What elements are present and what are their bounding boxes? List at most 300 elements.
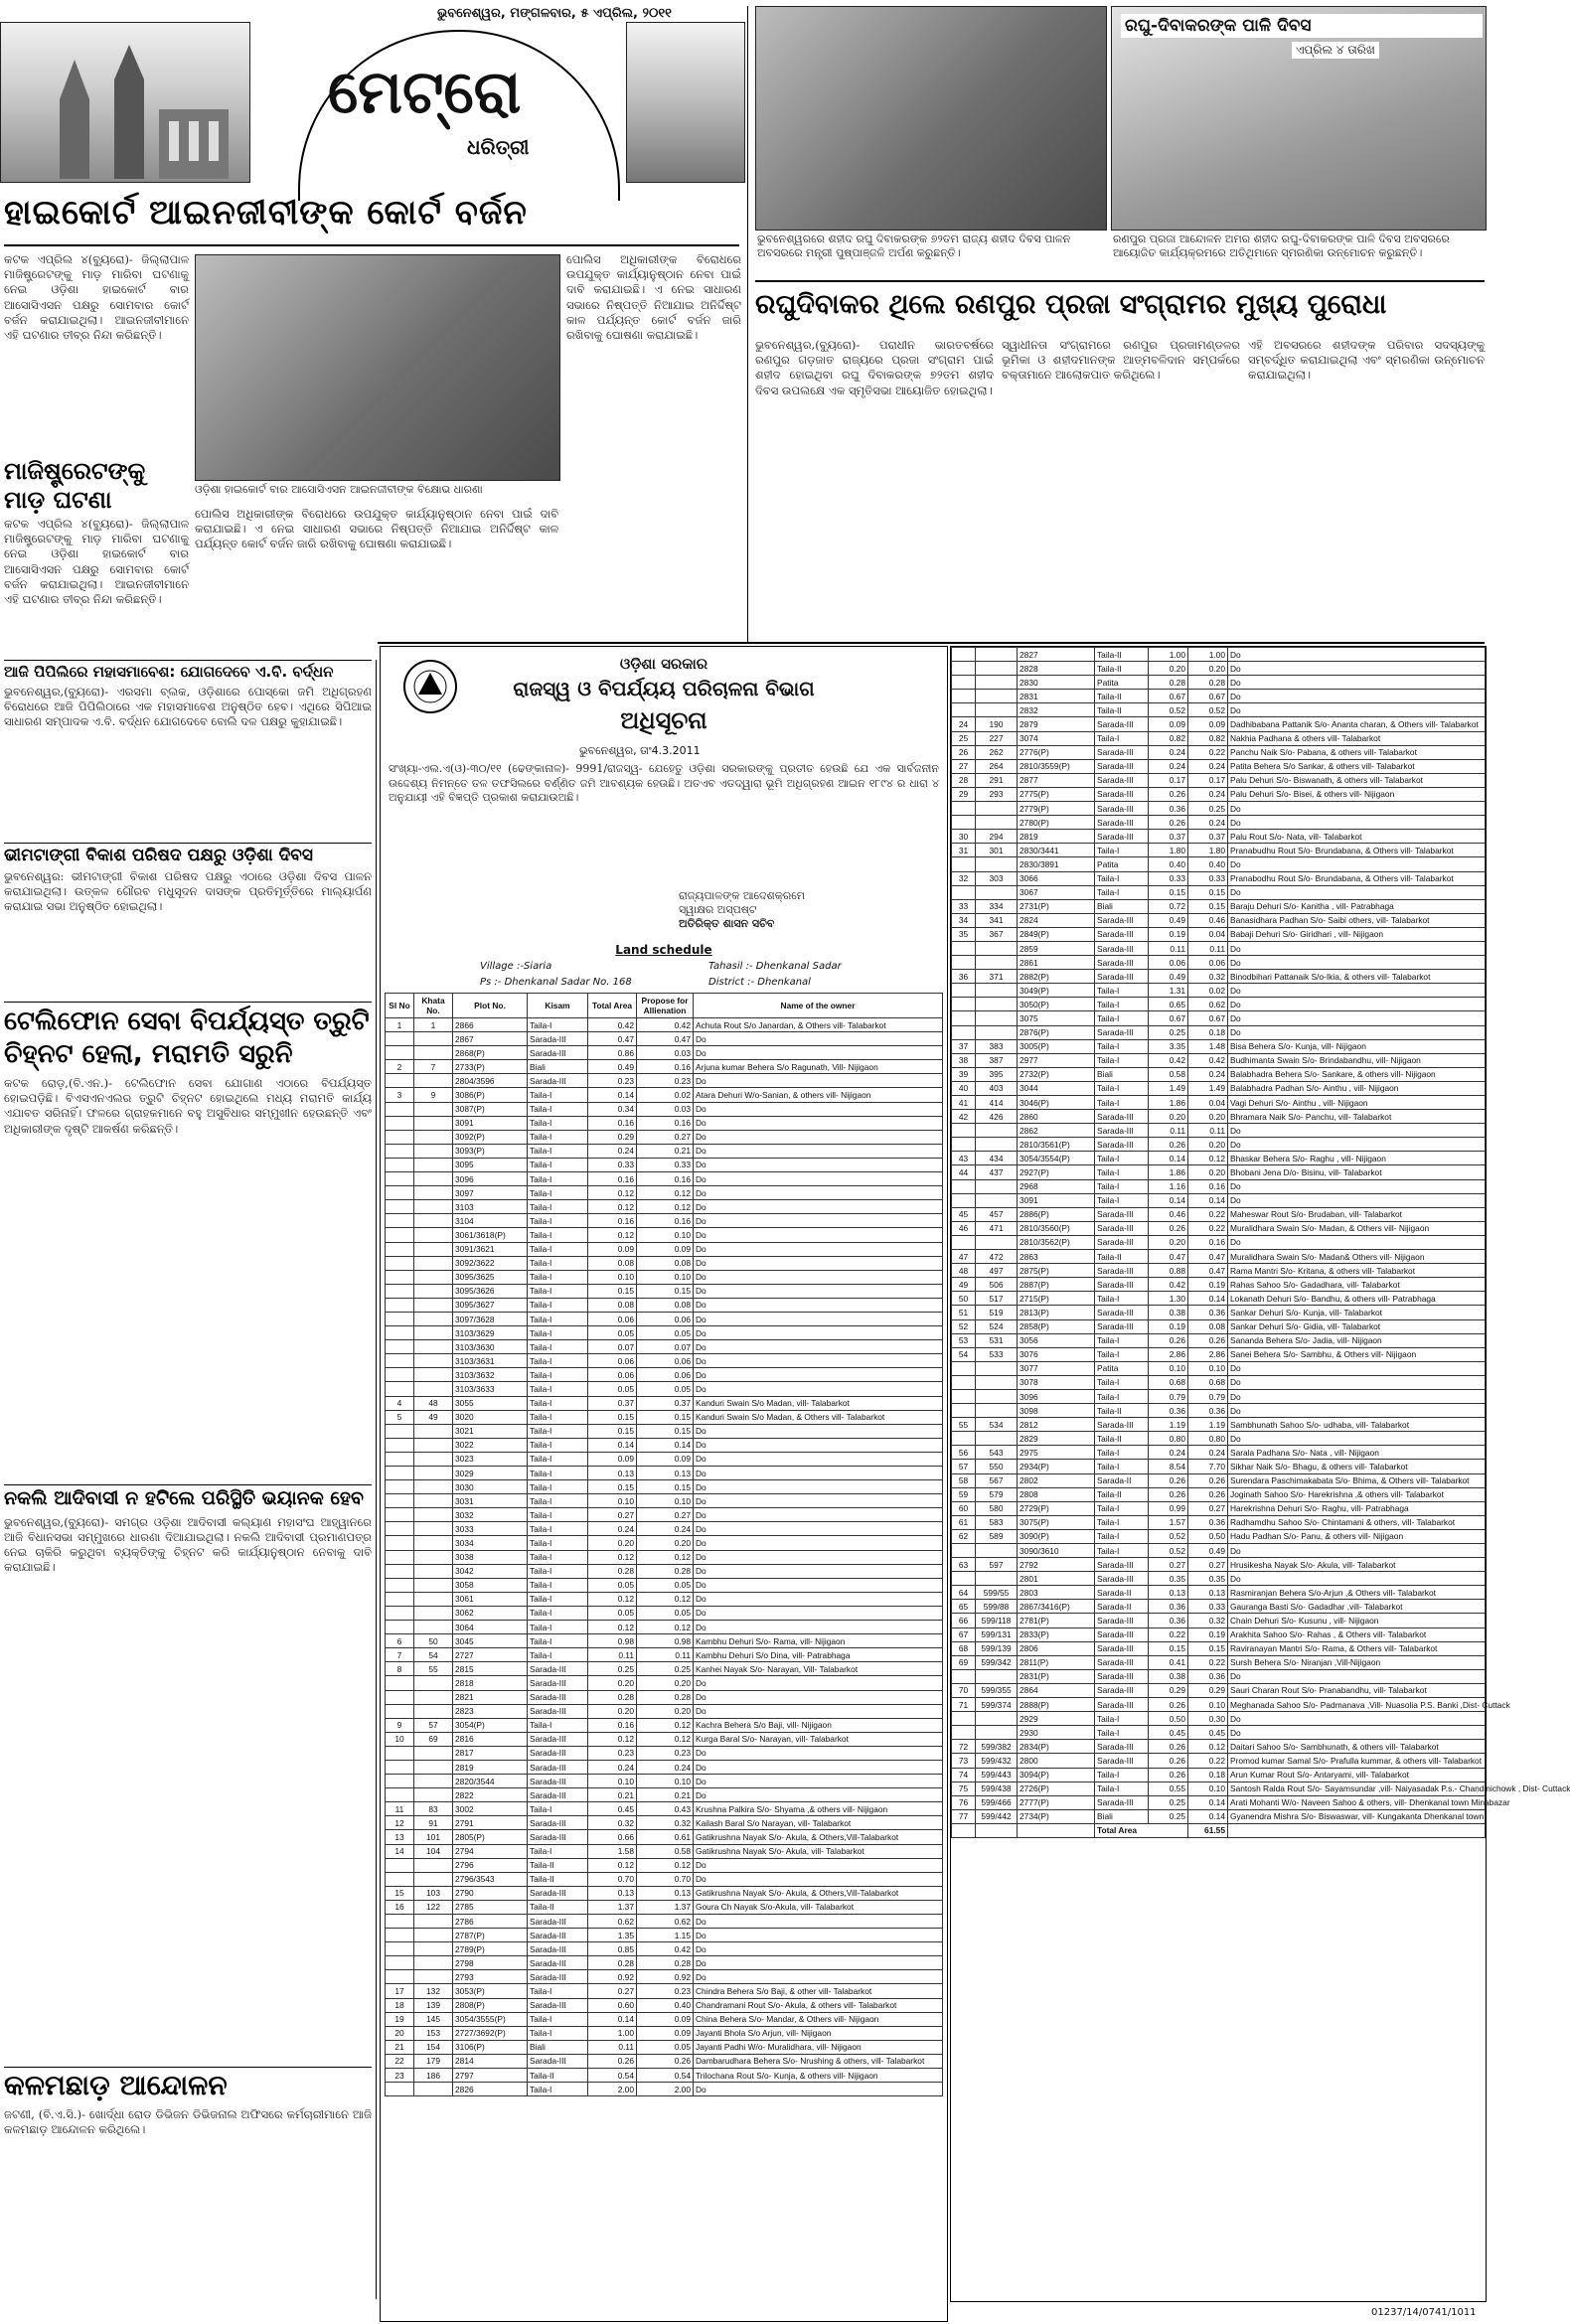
table-cell (414, 1621, 453, 1634)
table-cell (952, 1544, 976, 1558)
table-cell: Do (694, 1144, 943, 1158)
table-cell: 2813(P) (1018, 1306, 1095, 1319)
building-photo (626, 22, 745, 183)
table-cell: 2805(P) (453, 1830, 528, 1844)
table-cell: 0.27 (637, 1130, 694, 1144)
table-cell (414, 1046, 453, 1060)
table-cell: Taila-I (1095, 1529, 1149, 1543)
table-cell: Trilochana Rout S/o- Kunja, & others vill- Nijigaon (694, 2069, 943, 2083)
table-cell: 0.05 (637, 1606, 694, 1620)
table-cell: 0.62 (637, 1915, 694, 1929)
schedule-ps: Ps :- Dhenkanal Sadar No. 168 (480, 977, 632, 988)
table-cell: 49 (952, 1278, 976, 1292)
col-header: Propose for Allienation (637, 994, 694, 1018)
table-cell: Taila-I (528, 1648, 588, 1662)
table-cell: Sarada-III (528, 1074, 588, 1088)
story-body: ଭୁବନେଶ୍ୱର,(ବ୍ୟୁରୋ)- ଏରସମା ବ୍ଲକ, ଓଡ଼ିଶାରେ ପୋସ୍କୋ ଜମି ଅଧିଗ୍ରହଣ ବିରୋଧରେ ଆଜି ପିପିଲିଠାରେ ଏକ ମହାସମାବେଶ ଅନୁଷ୍ଠିତ ହେବ। ଏଥିରେ ସିପିଆଇ ସାଧାରଣ ସମ୍ପାଦକ ଏ.ବି. ବର୍ଦ୍ଧନ ଯୋଗଦେବେ ବୋଲି ଦଳ ପକ୍ଷରୁ କୁହାଯାଇଛି। (4, 684, 372, 728)
table-row (386, 1270, 943, 1284)
table-cell: 0.26 (1188, 1473, 1228, 1487)
table-cell: Sarada-III (1095, 759, 1149, 773)
table-cell: Do (694, 1915, 943, 1929)
table-cell: 599/118 (976, 1614, 1018, 1627)
table-cell: Taila-I (1095, 1096, 1149, 1110)
table-cell: 0.68 (1188, 1375, 1228, 1389)
table-cell: 53 (952, 1333, 976, 1347)
table-row (952, 1389, 1486, 1403)
table-cell: 3106(P) (453, 2040, 528, 2054)
table-cell: 0.06 (1188, 956, 1228, 970)
table-row (386, 1116, 943, 1130)
table-cell: Taila-II (528, 2069, 588, 2083)
table-cell: Rama Mantri S/o- Kritana, & others vill- Talabarkot (1228, 1264, 1486, 1278)
table-row (952, 1473, 1486, 1487)
table-row (386, 1158, 943, 1171)
land-table-left (385, 993, 943, 2096)
table-cell: Taila-I (528, 1116, 588, 1130)
table-row (386, 1704, 943, 1718)
table-row (952, 731, 1486, 745)
table-cell (976, 1025, 1018, 1039)
table-cell: Do (1228, 1389, 1486, 1403)
table-cell (414, 1760, 453, 1774)
table-cell: Biali (1095, 1067, 1149, 1081)
table-row (952, 1795, 1486, 1809)
table-cell: 16 (386, 1900, 414, 1914)
table-cell: Sarada-III (1095, 1110, 1149, 1124)
lead-col1: କଟକ ଏପ୍ରିଲ ୪(ବ୍ୟୁରୋ)- ଜିଲ୍ଲାପାଳ ମାଜିଷ୍ଟ୍ରେଟଙ୍କୁ ମାଡ଼ ମାରିବା ଘଟଣାକୁ ନେଇ ଓଡ଼ିଶା ହାଇକୋର୍ଟ ବାର ଆସୋସିଏସନ ପକ୍ଷରୁ ସୋମବାର କୋର୍ଟ ବର୍ଜନ କରାଯାଇଥିଲା। ଆଇନଜୀବୀମାନେ ଏହି ଘଟଣାର ତୀବ୍ର ନିନ୍ଦା କରିଛନ୍ତି। (4, 252, 189, 342)
table-cell: Chindra Behera S/o Baji, & other vill- Talabarkot (694, 1984, 943, 1998)
table-cell: 3103/3631 (453, 1354, 528, 1368)
table-cell: Taila-I (1095, 1515, 1149, 1529)
table-row (952, 1655, 1486, 1669)
table-cell: 3092(P) (453, 1130, 528, 1144)
table-cell: 13 (386, 1830, 414, 1844)
table-cell: 0.17 (1149, 773, 1188, 787)
table-cell: 55 (952, 1418, 976, 1432)
table-cell: 2864 (1018, 1683, 1095, 1697)
table-cell: 10 (386, 1732, 414, 1746)
table-row (952, 1544, 1486, 1558)
table-cell: 0.20 (1149, 1235, 1188, 1249)
table-cell: 2866 (453, 1018, 528, 1032)
table-cell: Do (1228, 1726, 1486, 1740)
table-cell: 3090/3610 (1018, 1544, 1095, 1558)
table-cell (386, 1480, 414, 1494)
table-cell: Taila-I (1095, 1544, 1149, 1558)
table-cell (952, 1193, 976, 1207)
table-cell: Taila-I (528, 1186, 588, 1200)
table-cell: Sarada-III (528, 1886, 588, 1900)
table-cell (976, 802, 1018, 816)
table-row (952, 1768, 1486, 1782)
release-photo (1111, 6, 1487, 231)
table-cell: 0.06 (588, 1354, 637, 1368)
table-cell: Do (694, 1467, 943, 1480)
table-row (952, 662, 1486, 676)
table-cell: 2830 (1018, 676, 1095, 690)
table-cell: 2804/3596 (453, 1074, 528, 1088)
table-cell: 0.12 (637, 1186, 694, 1200)
table-cell: 132 (414, 1984, 453, 1998)
table-cell: 2977 (1018, 1053, 1095, 1067)
table-cell: 2882(P) (1018, 970, 1095, 984)
table-cell (386, 1915, 414, 1929)
table-cell: Gauranga Basti S/o- Gadadhar ,vill- Talabarkot (1228, 1600, 1486, 1614)
table-cell: 33 (952, 899, 976, 913)
table-cell: 2802 (1018, 1473, 1095, 1487)
table-cell: 0.22 (1188, 1655, 1228, 1669)
table-cell: Do (694, 1158, 943, 1171)
table-cell: Taila-II (1095, 1404, 1149, 1418)
table-cell: Sarada-III (1095, 1207, 1149, 1221)
table-cell: 75 (952, 1782, 976, 1795)
table-cell: 3032 (453, 1508, 528, 1522)
divider (755, 280, 1485, 282)
table-cell: 0.16 (1188, 1235, 1228, 1249)
table-row (386, 1592, 943, 1606)
table-cell: Sarada-III (528, 1662, 588, 1676)
table-row (386, 1998, 943, 2012)
masthead-block (0, 0, 745, 184)
table-row (952, 1558, 1486, 1572)
table-cell (386, 1467, 414, 1480)
table-cell: Sarada-III (1095, 1683, 1149, 1697)
table-cell: 2775(P) (1018, 787, 1095, 801)
table-cell: 0.36 (1188, 1306, 1228, 1319)
table-cell: Do (1228, 676, 1486, 690)
table-cell: 0.47 (588, 1032, 637, 1046)
table-row (952, 690, 1486, 703)
table-cell: 2729(P) (1018, 1501, 1095, 1515)
table-row (386, 1508, 943, 1522)
table-cell: 0.26 (1149, 1473, 1188, 1487)
table-cell: 0.49 (588, 1060, 637, 1074)
table-cell: 3104 (453, 1214, 528, 1228)
table-cell: 0.27 (637, 1508, 694, 1522)
table-cell: Arun Kumar Rout S/o- Antaryami, vill- Talabarkot (1228, 1768, 1486, 1782)
table-cell (386, 1775, 414, 1788)
table-cell: 2824 (1018, 913, 1095, 927)
table-cell: Taila-I (528, 1102, 588, 1116)
table-cell: 0.35 (1149, 1572, 1188, 1586)
table-cell: Taila-I (1095, 1053, 1149, 1067)
table-cell (976, 1404, 1018, 1418)
table-cell: 72 (952, 1740, 976, 1754)
table-row (952, 1138, 1486, 1152)
table-cell: 497 (976, 1264, 1018, 1278)
table-cell: 0.15 (637, 1424, 694, 1438)
table-cell (414, 1452, 453, 1466)
schedule-tahasil: Tahasil :- Dhenkanal Sadar (708, 961, 842, 972)
table-cell: 2887(P) (1018, 1278, 1095, 1292)
table-row (952, 1754, 1486, 1768)
divider (4, 2067, 372, 2068)
table-cell: Do (694, 1382, 943, 1396)
table-cell: 2785 (453, 1900, 528, 1914)
table-cell (386, 1242, 414, 1256)
table-cell: 0.24 (1149, 1446, 1188, 1460)
masthead-subtitle: ଧରିତ୍ରୀ (467, 135, 530, 159)
table-cell: 531 (976, 1333, 1018, 1347)
table-row (952, 1782, 1486, 1795)
table-cell: 0.85 (588, 1942, 637, 1956)
table-row (952, 1641, 1486, 1655)
table-cell: Daitari Sahoo S/o- Sambhunath, & others vill- Talabarkot (1228, 1740, 1486, 1754)
table-cell (952, 1432, 976, 1446)
table-cell: 1.58 (588, 1844, 637, 1858)
table-cell: 599/55 (976, 1586, 1018, 1600)
table-cell: 0.20 (637, 1536, 694, 1550)
table-cell (414, 1606, 453, 1620)
table-cell: 0.20 (637, 1676, 694, 1690)
table-cell: Taila-I (528, 1802, 588, 1816)
table-cell: Taila-I (528, 1256, 588, 1270)
table-cell (414, 1522, 453, 1536)
col-header: Name of the owner (694, 994, 943, 1018)
table-cell: 3077 (1018, 1361, 1095, 1375)
table-cell (952, 857, 976, 871)
table-row (386, 2040, 943, 2054)
table-cell: Do (694, 1200, 943, 1214)
table-row (386, 1802, 943, 1816)
table-cell: 0.36 (1149, 1600, 1188, 1614)
table-cell: Biali (528, 2040, 588, 2054)
table-cell: 1.35 (588, 1929, 637, 1942)
table-cell: Taila-I (1095, 1375, 1149, 1389)
cell (976, 1823, 1018, 1837)
table-row (386, 1732, 943, 1746)
table-cell: 0.16 (588, 1172, 637, 1186)
table-cell: Sarada-III (1095, 1306, 1149, 1319)
table-cell: 2810/3559(P) (1018, 759, 1095, 773)
table-cell: 15 (386, 1886, 414, 1900)
table-cell: Binodbihari Pattanaik S/o-Ikia, & others vill- Talabarkot (1228, 970, 1486, 984)
table-cell: Sarada-III (1095, 773, 1149, 787)
table-cell: 0.14 (1188, 1193, 1228, 1207)
table-cell: 3078 (1018, 1375, 1095, 1389)
table-row (952, 1418, 1486, 1432)
table-cell: 0.47 (1188, 1250, 1228, 1264)
table-cell: 2820/3544 (453, 1775, 528, 1788)
table-cell (414, 1228, 453, 1242)
table-cell: 0.62 (588, 1915, 637, 1929)
table-cell: 14 (386, 1844, 414, 1858)
table-cell: 0.10 (1188, 1698, 1228, 1712)
table-cell: 0.10 (637, 1775, 694, 1788)
table-cell: Goura Ch Nayak S/o-Akula, vill- Talabarkot (694, 1900, 943, 1914)
table-cell: Sarada-III (528, 1676, 588, 1690)
lead-headline: ହାଇକୋର୍ଟ ଆଇନଜୀବୀଙ୍କ କୋର୍ଟ ବର୍ଜନ (4, 193, 528, 232)
table-cell: 3020 (453, 1410, 528, 1424)
table-cell: Do (1228, 1361, 1486, 1375)
table-cell: 7 (414, 1060, 453, 1074)
table-cell: 3092/3622 (453, 1256, 528, 1270)
table-cell: Taila-I (528, 2026, 588, 2040)
table-cell: Do (1228, 1712, 1486, 1726)
table-cell: 3103/3632 (453, 1368, 528, 1382)
table-cell (952, 1235, 976, 1249)
table-cell: Sarada-II (1095, 1586, 1149, 1600)
table-cell (976, 662, 1018, 676)
table-row (386, 1424, 943, 1438)
table-cell: 0.24 (1188, 1067, 1228, 1081)
table-cell: 0.36 (1188, 1669, 1228, 1683)
table-cell: 2808 (1018, 1487, 1095, 1501)
table-cell: 0.12 (588, 1200, 637, 1214)
table-cell: 2861 (1018, 956, 1095, 970)
caption-right: ରଣପୁର ପ୍ରଜା ଆନ୍ଦୋଳନ ଅମର ଶହୀଦ ରଘୁ-ଦିବାକରଙ୍କ ପାଳି ଦିବସ ଅବସରରେ ଆୟୋଜିତ କାର୍ଯ୍ୟକ୍ରମରେ ଅତିଥିମାନେ ସ୍ମରଣିକା ଉନ୍ମୋଚନ କରୁଛନ୍ତି। (1113, 232, 1450, 259)
table-cell: Taila-I (528, 1550, 588, 1564)
table-cell: 2822 (453, 1788, 528, 1802)
table-cell: 2810/3561(P) (1018, 1138, 1095, 1152)
table-cell: 0.12 (637, 1592, 694, 1606)
table-cell: 0.26 (1149, 1698, 1188, 1712)
table-cell: Taila-I (528, 1284, 588, 1298)
table-cell: Do (694, 1508, 943, 1522)
table-cell: 2879 (1018, 717, 1095, 731)
table-cell: 0.23 (637, 1746, 694, 1760)
table-cell: 0.12 (1188, 1152, 1228, 1165)
table-cell: 27 (952, 759, 976, 773)
table-cell: 3055 (453, 1396, 528, 1410)
table-cell: 2803 (1018, 1586, 1095, 1600)
table-cell: 0.28 (1149, 676, 1188, 690)
table-cell (386, 1606, 414, 1620)
table-cell: Do (1228, 1235, 1486, 1249)
table-cell: Nakhia Padhana & others vill- Talabarkot (1228, 731, 1486, 745)
table-cell: 0.09 (1188, 717, 1228, 731)
table-cell: Taila-I (528, 1326, 588, 1340)
table-cell: Sarada-III (1095, 956, 1149, 970)
table-row (386, 1578, 943, 1592)
table-cell (952, 690, 976, 703)
table-cell: 37 (952, 1039, 976, 1053)
table-cell: 3002 (453, 1802, 528, 1816)
table-cell: Palu Dehuri S/o- Bisei, & others vill- Nijigaon (1228, 787, 1486, 801)
table-row (386, 1368, 943, 1382)
table-cell: 0.41 (1149, 1655, 1188, 1669)
table-cell: 2929 (1018, 1712, 1095, 1726)
table-cell: 0.28 (637, 1690, 694, 1704)
table-cell (976, 690, 1018, 703)
table-cell: 23 (386, 2069, 414, 2083)
table-cell: Gatikrushna Nayak S/o- Akula, & Others,Vill-Talabarkot (694, 1886, 943, 1900)
table-cell (976, 956, 1018, 970)
table-cell: 2862 (1018, 1124, 1095, 1138)
table-cell: Sarada-III (1095, 1754, 1149, 1768)
table-cell: Do (694, 1788, 943, 1802)
land-table-left-body (386, 1018, 943, 2096)
table-cell: 153 (414, 2026, 453, 2040)
table-cell (952, 1726, 976, 1740)
table-row (952, 885, 1486, 899)
column-divider (376, 660, 377, 2299)
table-row (952, 1264, 1486, 1278)
table-row (386, 1354, 943, 1368)
table-row (386, 1382, 943, 1396)
table-cell: 0.38 (1149, 1306, 1188, 1319)
table-cell: Patita (1095, 857, 1149, 871)
main-col1: ଭୁବନେଶ୍ୱର,(ବ୍ୟୁରୋ)- ପରାଧୀନ ଭାରତବର୍ଷରେ ରଣପୁର ଗଡ଼ଜାତ ରାଜ୍ୟରେ ପ୍ରଜା ସଂଗ୍ରାମ ପାଇଁ ଶହୀଦ ହୋଇଥିବା ରଘୁ ଦିବାକରଙ୍କ ୭୨ତମ ଶହୀଦ ଦିବସ ଉପଲକ୍ଷେ ଏକ ସ୍ମୃତିସଭା ଆୟୋଜିତ ହୋଇଥିଲା। (755, 338, 994, 397)
table-cell: 0.36 (1188, 1404, 1228, 1418)
table-cell: 0.15 (1149, 885, 1188, 899)
table-row (952, 1404, 1486, 1418)
table-row (952, 1586, 1486, 1600)
table-cell: 387 (976, 1053, 1018, 1067)
table-cell: Do (1228, 648, 1486, 662)
table-cell: Biali (528, 1060, 588, 1074)
story-headline: ଭୀମଟାଙ୍ଗୀ ବିକାଶ ପରିଷଦ ପକ୍ଷରୁ ଓଡ଼ିଶା ଦିବସ (4, 846, 313, 865)
table-cell: 0.09 (637, 2026, 694, 2040)
table-cell: 2812 (1018, 1418, 1095, 1432)
table-cell: 30 (952, 830, 976, 844)
table-cell: 2819 (1018, 830, 1095, 844)
table-cell: Do (694, 1494, 943, 1508)
table-cell: 3095/3625 (453, 1270, 528, 1284)
table-cell: Sarada-III (528, 1956, 588, 1970)
table-cell: 2818 (453, 1676, 528, 1690)
table-cell (414, 1592, 453, 1606)
table-cell: Meghanada Sahoo S/o- Padmanava ,Vill- Nuasolia P.S. Banki ,Dist- Cuttack (1228, 1698, 1486, 1712)
table-cell: 0.16 (588, 1214, 637, 1228)
table-cell (976, 676, 1018, 690)
table-cell: Taila-I (528, 1578, 588, 1592)
table-cell: 0.05 (637, 1326, 694, 1340)
table-cell (976, 1712, 1018, 1726)
table-cell: Sarada-III (528, 1690, 588, 1704)
table-cell (952, 676, 976, 690)
table-cell: Do (1228, 998, 1486, 1011)
table-cell (414, 1214, 453, 1228)
table-cell: 2868(P) (453, 1046, 528, 1060)
table-cell: 29 (952, 787, 976, 801)
table-cell: 0.08 (588, 1256, 637, 1270)
table-cell: Patita (1095, 1361, 1149, 1375)
table-cell: Sarada-III (528, 1732, 588, 1746)
table-cell: 3095/3627 (453, 1298, 528, 1312)
table-cell: 2800 (1018, 1754, 1095, 1768)
lead-photo-caption: ଓଡ଼ିଶା ହାଇକୋର୍ଟ ବାର ଆସୋସିଏସନ ଆଇନଜୀବୀଙ୍କ ବିକ୍ଷୋଭ ଧାରଣା (195, 483, 483, 496)
col-header: Total Area (588, 994, 637, 1018)
table-cell: Do (694, 1186, 943, 1200)
table-cell: 39 (952, 1067, 976, 1081)
table-row (952, 1096, 1486, 1110)
table-cell: Do (694, 1760, 943, 1774)
table-cell: Taila-I (1095, 1011, 1149, 1025)
table-cell: 0.27 (1188, 1558, 1228, 1572)
table-cell: Sikhar Naik S/o- Bhagu, & others vill- Talabarkot (1228, 1460, 1486, 1473)
table-cell: 2877 (1018, 773, 1095, 787)
table-cell: Taila-I (528, 1606, 588, 1620)
table-cell (386, 1494, 414, 1508)
left-story-5 (4, 2071, 372, 2306)
table-cell: Balabhadra Behera S/o- Sankare, & others vill- Nijigaon (1228, 1067, 1486, 1081)
table-cell: Do (694, 1270, 943, 1284)
table-row (386, 1550, 943, 1564)
notice-signature-name: ସ୍ୱାକ୍ଷର ଅସ୍ପଷ୍ଟ (679, 903, 757, 916)
table-cell: 0.12 (637, 1200, 694, 1214)
table-cell: Sarada-III (528, 1046, 588, 1060)
table-row (952, 1250, 1486, 1264)
table-cell: 59 (952, 1487, 976, 1501)
table-cell: 9 (414, 1088, 453, 1102)
table-cell (414, 1340, 453, 1354)
table-cell: Taila-I (1095, 1712, 1149, 1726)
table-row (952, 1011, 1486, 1025)
table-cell: 0.27 (1149, 1558, 1188, 1572)
table-cell: Sarada-III (1095, 802, 1149, 816)
table-cell: 0.72 (1149, 899, 1188, 913)
